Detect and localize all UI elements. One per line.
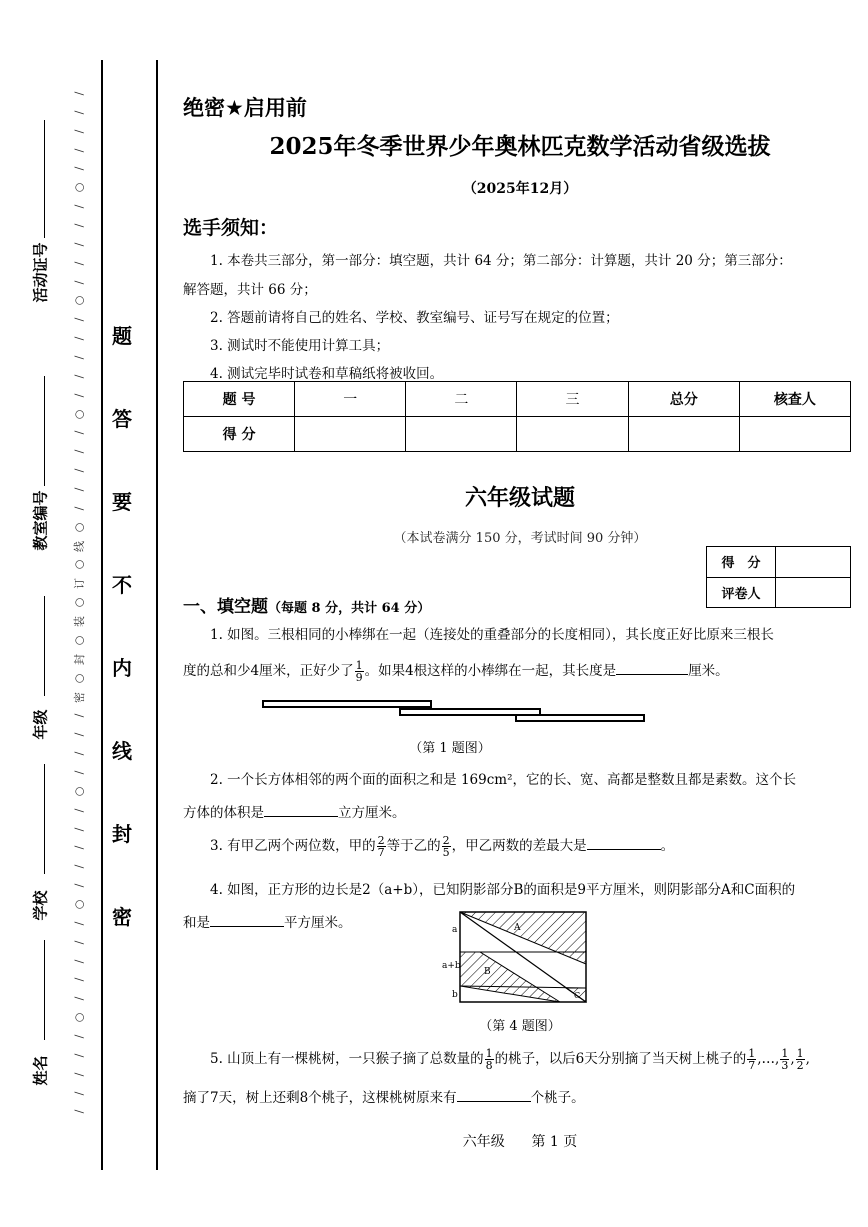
q3-line (210, 834, 674, 858)
field-label-activity-id: 活动证号 (31, 242, 50, 303)
seal-char: 封 (112, 822, 132, 846)
section-1-title: 一、填空题 (183, 597, 268, 617)
q4-line-1: 4. 如图，正方形的边长是2（a+b），已知阴影部分B的面积是9平方厘米，则阴影部分A和C面积的 (210, 882, 796, 898)
q4-figure (440, 908, 590, 1004)
fraction: $\frac{1}{3}$ (781, 1047, 789, 1072)
review-label: 得 分 (707, 547, 776, 578)
score-header: 一 (295, 382, 406, 417)
q5-text: 摘了7天，树上还剩8个桃子，这棵桃树原来有 (183, 1090, 457, 1106)
label-B: B (484, 967, 491, 977)
cut-line-mark: 装 (72, 616, 86, 628)
page-footer (160, 1131, 868, 1151)
field-line-name (44, 940, 45, 1040)
q2-line-1: 2. 一个长方体相邻的两个面的面积之和是 169cm²，它的长、宽、高都是整数且都是素数。这个长 (210, 772, 797, 788)
q4-line-2 (183, 911, 352, 931)
seal-char: 线 (112, 739, 132, 763)
stick-1 (263, 701, 431, 707)
q1-text: 厘米。 (688, 663, 729, 679)
field-line-activity-id (44, 120, 45, 238)
field-label-name: 姓名 (31, 1055, 50, 1086)
q4-answer-blank[interactable] (210, 926, 284, 927)
cut-line-mark: 密 (72, 691, 86, 703)
seal-char: 要 (112, 490, 132, 514)
fraction: $\frac{2}{5}$ (442, 834, 450, 859)
fraction: $\frac{1}{2}$ (796, 1047, 804, 1072)
q3-text: 3. 有甲乙两个两位数，甲的 (210, 838, 376, 854)
q1-line-2 (183, 656, 729, 686)
grade-title: 六年级试题 (464, 485, 575, 511)
field-label-classroom-no: 教室编号 (31, 490, 50, 551)
fraction: $\frac{1}{8}$ (485, 1047, 493, 1072)
score-header: 总分 (628, 382, 739, 417)
score-row-label: 得 分 (184, 417, 295, 452)
label-C: C (574, 991, 581, 1000)
score-cell[interactable] (739, 417, 850, 452)
exam-date: （2025年12月） (462, 181, 578, 197)
q2-text: 立方厘米。 (338, 805, 406, 821)
q1-text: 。如果4根这样的小棒绑在一起，其长度是 (364, 663, 617, 679)
score-header: 核查人 (739, 382, 850, 417)
label-ab: a+b (442, 961, 461, 971)
q5-text: 个桃子。 (530, 1090, 585, 1106)
fraction: $\frac{1}{9}$ (355, 659, 363, 684)
score-cell[interactable] (406, 417, 517, 452)
q3-text: ，甲乙两数的差最大是 (451, 838, 587, 854)
review-cell[interactable] (776, 577, 851, 608)
label-a: a (452, 925, 458, 935)
seal-char: 答 (112, 407, 132, 431)
q1-caption: （第 1 题图） (409, 741, 491, 756)
score-cell[interactable] (628, 417, 739, 452)
secret-label: 绝密★启用前 (183, 96, 307, 120)
fraction: $\frac{2}{7}$ (377, 834, 385, 859)
q5-text: , (805, 1051, 810, 1067)
binding-line-right (156, 60, 158, 1170)
section-1-note: （每题 8 分，共计 64 分） (268, 601, 431, 616)
footer-grade: 六年级 (462, 1134, 505, 1150)
score-header: 三 (517, 382, 628, 417)
review-label: 评卷人 (707, 577, 776, 608)
stick-3 (516, 715, 644, 721)
cut-line-mark: 线 (72, 540, 86, 552)
seal-char: 密 (112, 905, 132, 929)
footer-page: 第 1 页 (531, 1134, 578, 1150)
notice-item-1: 1. 本卷共三部分，第一部分：填空题，共计 64 分；第二部分：计算题，共计 20 分；第三部分： (210, 253, 792, 269)
q5-answer-blank[interactable] (457, 1101, 531, 1102)
field-line-school (44, 764, 45, 874)
q5-line-2 (183, 1086, 585, 1106)
section-1-heading (183, 592, 430, 617)
label-A: A (514, 923, 521, 933)
review-cell[interactable] (776, 547, 851, 578)
q3-text: 。 (660, 838, 675, 854)
notice-item-4: 4. 测试完毕时试卷和草稿纸将被收回。 (210, 366, 444, 382)
q1-text: 度的总和少4厘米，正好少了 (183, 663, 354, 679)
q3-text: 等于乙的 (386, 838, 441, 854)
q5-text: , (790, 1051, 795, 1067)
seal-char: 不 (112, 573, 132, 597)
notice-item-2: 2. 答题前请将自己的姓名、学校、教室编号、证号写在规定的位置； (210, 310, 619, 326)
score-table (183, 381, 851, 452)
q1-line-1: 1. 如图。三根相同的小棒绑在一起（连接处的重叠部分的长度相同），其长度正好比原来三根长 (210, 627, 774, 643)
field-label-school: 学校 (31, 890, 50, 921)
field-line-classroom-no (44, 376, 45, 486)
fraction: $\frac{1}{7}$ (748, 1047, 756, 1072)
q5-text: 5. 山顶上有一棵桃树，一只猴子摘了总数量的 (210, 1051, 484, 1067)
score-cell[interactable] (517, 417, 628, 452)
label-b: b (452, 990, 458, 1000)
seal-char: 内 (112, 656, 132, 680)
field-line-grade (44, 596, 45, 696)
notice-item-1-cont: 解答题，共计 66 分； (183, 282, 317, 298)
binding-line-left (101, 60, 103, 1170)
cut-line-mark: 封 (72, 653, 86, 665)
q4-text: 和是 (183, 915, 210, 931)
q5-text: 的桃子，以后6天分别摘了当天树上桃子的 (494, 1051, 747, 1067)
q1-answer-blank[interactable] (616, 674, 688, 675)
score-header: 题 号 (184, 382, 295, 417)
q2-answer-blank[interactable] (264, 816, 338, 817)
q2-text: 方体的体积是 (183, 805, 264, 821)
grade-subtitle: （本试卷满分 150 分，考试时间 90 分钟） (393, 531, 647, 546)
exam-title: 2025年冬季世界少年奥林匹克数学活动省级选拔 (269, 133, 771, 160)
cut-line: / / / / / ○ / / / / / ○ / / / / / ○ / / / / / ○ 线 ○ 订 ○ 装 ○ 封 ○ 密 / / / / ○ / / / / / ○ / / / / / ○ / / / / / (72, 91, 86, 1114)
q3-answer-blank[interactable] (587, 849, 661, 850)
seal-char: 题 (112, 324, 132, 348)
q2-line-2 (183, 801, 406, 821)
q4-text: 平方厘米。 (284, 915, 352, 931)
q4-caption: （第 4 题图） (479, 1019, 561, 1034)
field-label-grade: 年级 (31, 709, 50, 740)
notice-item-3: 3. 测试时不能使用计算工具； (210, 338, 390, 354)
score-header: 二 (406, 382, 517, 417)
score-cell[interactable] (295, 417, 406, 452)
q1-figure (258, 698, 650, 726)
q5-line-1 (210, 1047, 810, 1071)
review-table (706, 546, 851, 608)
cut-line-mark: 订 (72, 578, 86, 590)
q5-text: ,…, (757, 1051, 780, 1067)
notice-heading: 选手须知： (183, 217, 279, 239)
